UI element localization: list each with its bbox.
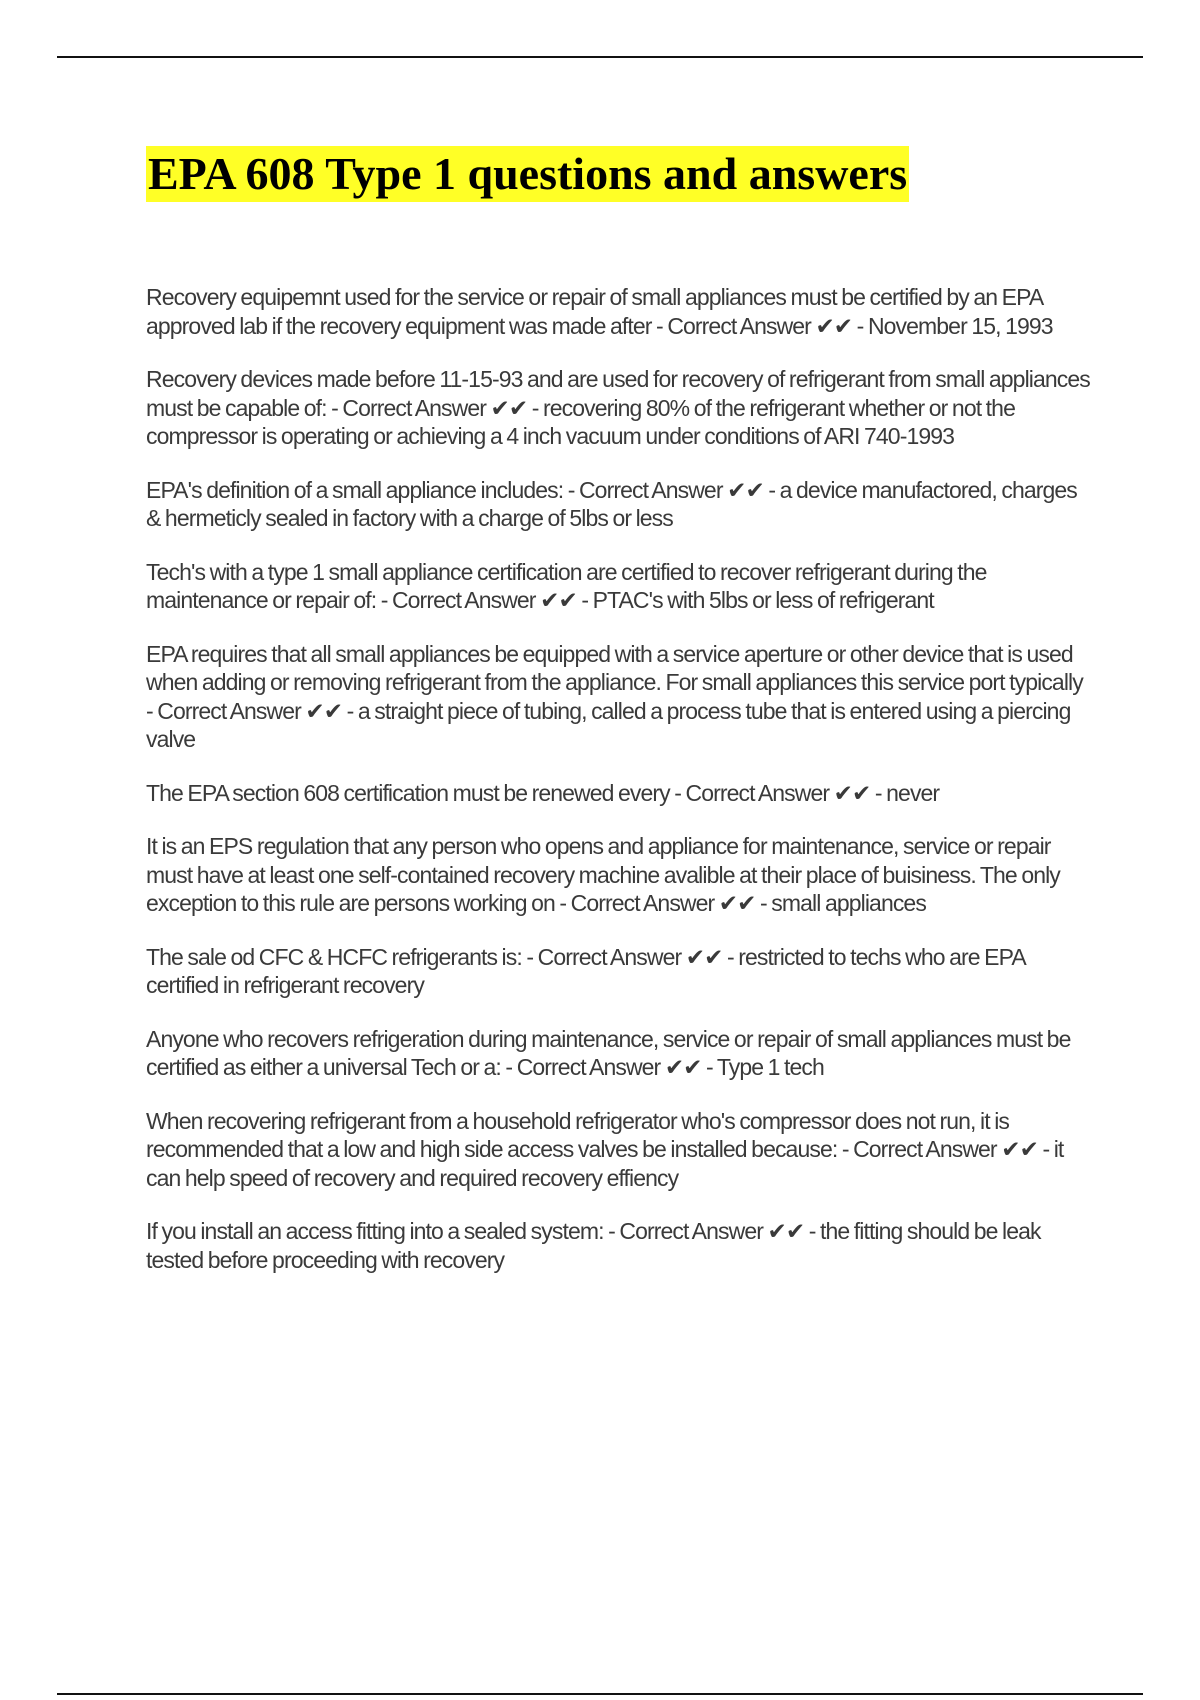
qa-item [146,943,1091,1000]
separator: - [755,890,772,916]
answer-label: Correct Answer [342,394,487,421]
separator: - [342,697,358,724]
separator: - [326,394,343,421]
separator: - [763,476,780,503]
separator: - [146,697,158,724]
qa-item [146,283,1091,340]
answer-text: it can help speed of recovery and required recovery effiency [146,1136,1064,1191]
separator: - [576,587,593,613]
answer-label: Correct Answer [391,587,536,613]
answer-label: Correct Answer [578,476,723,503]
answer-text: small appliances [771,890,926,916]
checkmark-icon: ✔✔ [490,394,528,421]
answer-text: recovering 80% of the refrigerant whether or not the compressor is operating or achieving a 4 inch vacuum under conditions of ARI 740-1993 [146,394,1015,449]
question-text: The EPA section 608 certification must be renewed every [146,779,670,806]
separator: - [852,312,868,339]
answer-label: Correct Answer [667,312,811,339]
separator: - [554,890,571,916]
question-text: The sale od CFC & HCFC refrigerants is: [146,943,522,970]
answer-label: Correct Answer [516,1054,661,1080]
checkmark-icon: ✔✔ [664,1054,702,1080]
question-text: It is an EPS regulation that any person who opens and appliance for maintenance, service or repair must have at least one self-contained recovery machine avalible at their place of buisiness. The only exception to this rule are persons working on [146,833,1060,916]
separator: - [527,394,544,421]
question-text: EPA requires that all small appliances be equipped with a service aperture or other device that is used when adding or removing refrigerant from the appliance. For small appliances this service port typically [146,640,1083,695]
separator: - [376,587,392,613]
top-rule [57,56,1143,58]
question-text: Tech's with a type 1 small appliance certification are certified to recover refrigerant during the maintenance or repair of: [146,558,987,613]
checkmark-icon: ✔✔ [727,476,764,503]
qa-item [146,476,1091,533]
separator: - [804,1218,820,1244]
question-text: When recovering refrigerant from a household refrigerator who's compressor does not run, it is recommended that a low and high side access valves be installed because: [146,1107,1010,1162]
answer-label: Correct Answer [570,890,715,916]
answer-label: Correct Answer [537,943,682,970]
answer-label: Correct Answer [685,779,830,806]
separator: - [837,1136,854,1162]
checkmark-icon: ✔✔ [833,779,871,806]
question-text: Recovery devices made before 11-15-93 and are used for recovery of refrigerant from small appliances must be capable of: [146,366,1090,421]
answer-label: Correct Answer [157,697,301,724]
checkmark-icon: ✔✔ [767,1218,805,1244]
separator: - [521,943,538,970]
checkmark-icon: ✔✔ [685,943,723,970]
qa-item [146,779,1091,808]
separator: - [701,1054,717,1080]
answer-text: a straight piece of tubing, called a process tube that is entered using a piercing valve [146,697,1071,752]
qa-item [146,1025,1091,1082]
separator: - [603,1218,620,1244]
checkmark-icon: ✔✔ [815,312,853,339]
qa-item [146,365,1091,451]
qa-item [146,832,1091,918]
separator: - [722,943,739,970]
qa-item [146,640,1091,754]
checkmark-icon: ✔✔ [305,697,343,724]
separator: - [669,779,686,806]
answer-text: never [886,779,940,806]
checkmark-icon: ✔✔ [1001,1136,1038,1162]
bottom-rule [57,1693,1143,1695]
separator: - [1037,1136,1054,1162]
answer-label: Correct Answer [853,1136,997,1162]
answer-text: November 15, 1993 [867,312,1053,339]
title-block [146,146,909,202]
question-text: Recovery equipemnt used for the service or repair of small appliances must be certified by an EPA approved lab if the recovery equipment was made after [146,284,1042,339]
answer-label: Correct Answer [619,1218,763,1244]
answer-text: restricted to techs who are EPA certified in refrigerant recovery [146,943,1025,998]
question-text: EPA's definition of a small appliance includes: [146,476,564,503]
separator: - [563,476,579,503]
answer-text: a device manufactored, charges & hermeticly sealed in factory with a charge of 5lbs or less [146,476,1077,531]
qa-item [146,1217,1091,1274]
checkmark-icon: ✔✔ [540,587,577,613]
separator: - [870,779,887,806]
answer-text: Type 1 tech [716,1054,824,1080]
answer-text: the fitting should be leak tested before proceeding with recovery [146,1218,1041,1273]
answer-text: PTAC's with 5lbs or less of refrigerant [592,587,934,613]
question-text: If you install an access fitting into a sealed system: [146,1218,604,1244]
checkmark-icon: ✔✔ [718,890,756,916]
qa-item [146,558,1091,615]
question-text: Anyone who recovers refrigeration during maintenance, service or repair of small appliances must be certified as either a universal Tech or a: [146,1025,1071,1080]
separator: - [500,1054,517,1080]
qa-list [146,283,1091,1299]
separator: - [651,312,668,339]
page-title: EPA 608 Type 1 questions and answers [146,146,909,202]
qa-item [146,1107,1091,1193]
